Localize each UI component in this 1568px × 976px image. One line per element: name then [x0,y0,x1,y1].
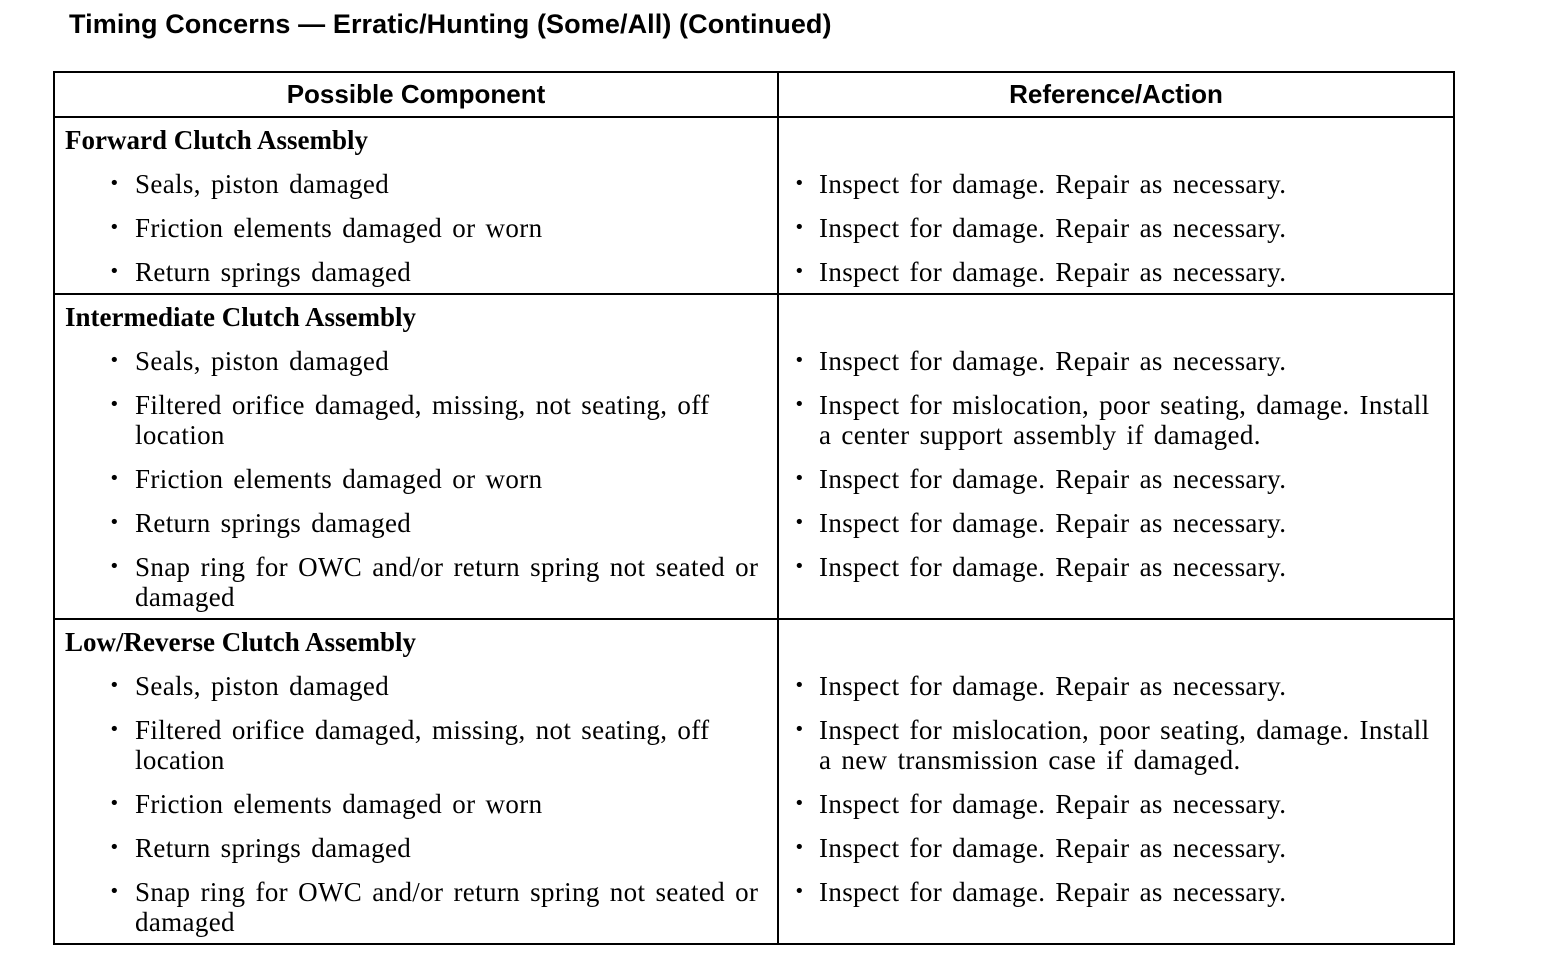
component-text: Return springs damaged [135,257,412,287]
bullet-icon: • [109,719,120,740]
table-header-row [54,72,1454,117]
bullet-icon: • [109,793,120,814]
bullet-icon: • [109,512,120,533]
action-cell [778,339,1454,383]
group-header-row [54,619,1454,664]
bullet-icon: • [794,556,805,577]
bullet-icon: • [794,468,805,489]
component-text: Return springs damaged [135,833,412,863]
action-cell [778,457,1454,501]
list-item [55,664,777,708]
group-action-empty-cell [778,117,1454,162]
action-text: Inspect for damage. Repair as necessary. [819,671,1287,701]
group-action-empty-cell [778,619,1454,664]
component-text: Filtered orifice damaged, missing, not seating, off location [135,390,710,450]
action-text: Inspect for damage. Repair as necessary. [819,464,1287,494]
list-item [779,664,1453,708]
action-cell [778,826,1454,870]
list-item [55,457,777,501]
action-cell [778,782,1454,826]
list-item [779,782,1453,826]
list-item [55,250,777,293]
component-cell [54,457,778,501]
page-title: Timing Concerns — Erratic/Hunting (Some/All) (Continued) [69,9,832,39]
bullet-icon: • [109,675,120,696]
component-text: Filtered orifice damaged, missing, not seating, off location [135,715,710,775]
group-action-empty-cell [778,294,1454,339]
component-text: Snap ring for OWC and/or return spring not seated or damaged [135,877,759,937]
component-text: Friction elements damaged or worn [135,789,543,819]
action-text: Inspect for damage. Repair as necessary. [819,346,1287,376]
action-text: Inspect for damage. Repair as necessary. [819,833,1287,863]
action-cell [778,545,1454,619]
bullet-icon: • [109,394,120,415]
component-cell [54,708,778,782]
table-row [54,782,1454,826]
table-row [54,383,1454,457]
component-text: Seals, piston damaged [135,671,390,701]
list-item [779,501,1453,545]
list-item [55,545,777,618]
action-cell [778,664,1454,708]
action-cell [778,708,1454,782]
list-item [55,383,777,457]
bullet-icon: • [794,217,805,238]
list-item [55,870,777,943]
action-text: Inspect for damage. Repair as necessary. [819,169,1287,199]
diagnosis-table [53,71,1455,945]
table-row [54,457,1454,501]
component-cell [54,501,778,545]
list-item [779,250,1453,293]
bullet-icon: • [109,556,120,577]
column-header-action: Reference/Action [778,72,1454,117]
list-item [55,501,777,545]
component-text: Friction elements damaged or worn [135,213,543,243]
bullet-icon: • [109,217,120,238]
list-item [779,383,1453,457]
component-cell [54,664,778,708]
component-text: Friction elements damaged or worn [135,464,543,494]
table-row [54,708,1454,782]
bullet-icon: • [794,881,805,902]
list-item [779,339,1453,383]
group-title: Low/Reverse Clutch Assembly [65,627,416,657]
table-row [54,501,1454,545]
bullet-icon: • [109,261,120,282]
list-item [55,206,777,250]
action-text: Inspect for damage. Repair as necessary. [819,552,1287,582]
bullet-icon: • [794,675,805,696]
list-item [55,162,777,206]
bullet-icon: • [109,837,120,858]
bullet-icon: • [794,837,805,858]
action-cell [778,501,1454,545]
component-cell [54,339,778,383]
action-text: Inspect for damage. Repair as necessary. [819,508,1287,538]
list-item [779,162,1453,206]
list-item [779,708,1453,782]
action-cell [778,206,1454,250]
action-text: Inspect for damage. Repair as necessary. [819,877,1287,907]
component-cell [54,826,778,870]
group-title: Intermediate Clutch Assembly [65,302,416,332]
component-text: Seals, piston damaged [135,346,390,376]
bullet-icon: • [794,793,805,814]
action-cell [778,162,1454,206]
action-text: Inspect for damage. Repair as necessary. [819,213,1287,243]
component-cell [54,162,778,206]
action-text: Inspect for damage. Repair as necessary. [819,257,1287,287]
action-text: Inspect for mislocation, poor seating, damage. Install a new transmission case if damaged. [819,715,1430,775]
group-title: Forward Clutch Assembly [65,125,368,155]
action-cell [778,383,1454,457]
bullet-icon: • [794,719,805,740]
table-row [54,250,1454,294]
component-cell [54,870,778,944]
list-item [779,870,1453,913]
group-header-row [54,117,1454,162]
table-row [54,339,1454,383]
component-text: Return springs damaged [135,508,412,538]
group-title-cell [54,619,778,664]
group-title-cell [54,117,778,162]
table-row [54,162,1454,206]
action-cell [778,250,1454,294]
table-body [54,117,1454,944]
column-header-component: Possible Component [54,72,778,117]
list-item [779,457,1453,501]
bullet-icon: • [794,512,805,533]
bullet-icon: • [109,468,120,489]
component-cell [54,383,778,457]
table-row [54,826,1454,870]
table-row [54,870,1454,944]
bullet-icon: • [794,261,805,282]
list-item [55,826,777,870]
component-text: Snap ring for OWC and/or return spring not seated or damaged [135,552,759,612]
bullet-icon: • [109,173,120,194]
action-text: Inspect for damage. Repair as necessary. [819,789,1287,819]
bullet-icon: • [109,350,120,371]
list-item [779,206,1453,250]
bullet-icon: • [109,881,120,902]
component-cell [54,782,778,826]
list-item [55,782,777,826]
component-cell [54,250,778,294]
component-cell [54,206,778,250]
table-row [54,545,1454,619]
table-row [54,206,1454,250]
group-header-row [54,294,1454,339]
bullet-icon: • [794,394,805,415]
list-item [55,708,777,782]
list-item [779,826,1453,870]
component-text: Seals, piston damaged [135,169,390,199]
bullet-icon: • [794,173,805,194]
bullet-icon: • [794,350,805,371]
action-cell [778,870,1454,944]
action-text: Inspect for mislocation, poor seating, damage. Install a center support assembly if damaged. [819,390,1430,450]
group-title-cell [54,294,778,339]
component-cell [54,545,778,619]
list-item [779,545,1453,588]
list-item [55,339,777,383]
table-row [54,664,1454,708]
